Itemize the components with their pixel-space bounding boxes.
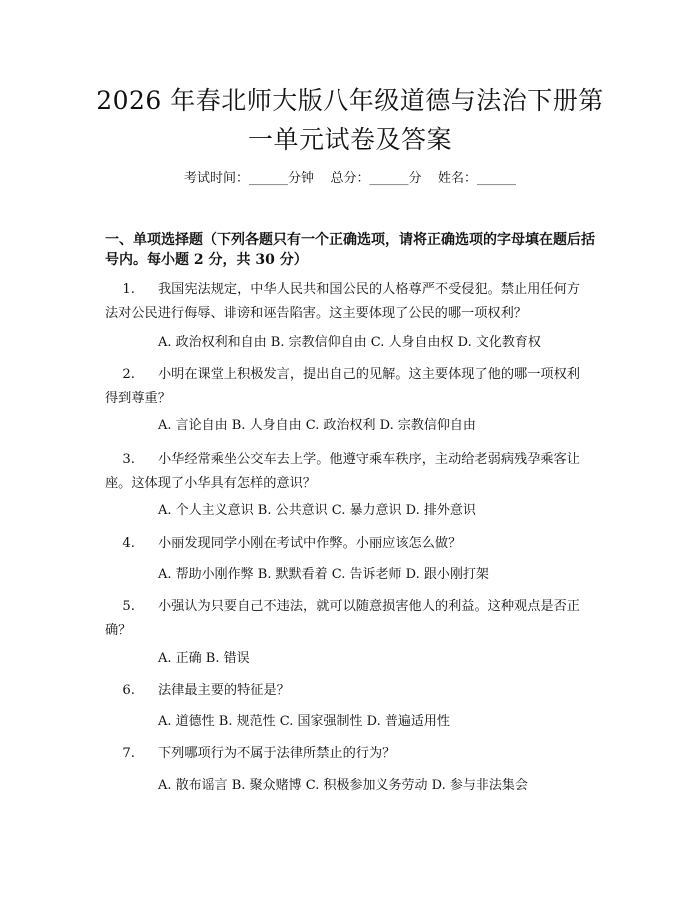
- question-3-options: A. 个人主义意识 B. 公共意识 C. 暴力意识 D. 排外意识: [158, 503, 476, 518]
- question-6: [105, 681, 625, 703]
- question-1-options: A. 政治权利和自由 B. 宗教信仰自由 C. 人身自由权 D. 文化教育权: [158, 335, 541, 350]
- question-1: [105, 280, 625, 324]
- question-stem-line-1: 小丽发现同学小刚在考试中作弊。小丽应该怎么做？: [158, 536, 462, 551]
- question-2: [105, 365, 625, 409]
- question-3: [105, 450, 625, 494]
- question-2-options: A. 言论自由 B. 人身自由 C. 政治权利 D. 宗教信仰自由: [158, 418, 476, 433]
- question-number: 4.: [122, 536, 135, 551]
- section-heading-line-1: 一、单项选择题（下列各题只有一个正确选项，请将正确选项的字母填在题后括: [105, 232, 595, 248]
- question-stem-line-1: 我国宪法规定，中华人民共和国公民的人格尊严不受侵犯。禁止用任何方: [158, 282, 580, 297]
- question-stem-line-1: 法律最主要的特征是？: [158, 683, 290, 698]
- section-heading-line-2: 号内。每小题 2 分，共 30 分）: [105, 252, 308, 268]
- question-stem-line-2: 确？: [105, 623, 132, 638]
- document-title-line-2: 一单元试卷及答案: [247, 125, 452, 154]
- question-number: 1.: [122, 282, 135, 297]
- question-4: [105, 534, 625, 556]
- question-stem-line-1: 小强认为只要自己不违法，就可以随意损害他人的利益。这种观点是否正: [158, 599, 580, 614]
- question-stem-line-1: 小明在课堂上积极发言，提出自己的见解。这主要体现了他的哪一项权利: [158, 367, 580, 382]
- question-number: 6.: [122, 683, 135, 698]
- question-4-options: A. 帮助小刚作弊 B. 默默看着 C. 告诉老师 D. 跟小刚打架: [158, 567, 489, 582]
- question-7-options: A. 散布谣言 B. 聚众赌博 C. 积极参加义务劳动 D. 参与非法集会: [158, 778, 528, 793]
- question-stem-line-2: 法对公民进行侮辱、诽谤和诬告陷害。这主要体现了公民的哪一项权利？: [105, 306, 527, 321]
- question-stem-line-2: 座。这体现了小华具有怎样的意识？: [105, 476, 316, 491]
- question-6-options: A. 道德性 B. 规范性 C. 国家强制性 D. 普遍适用性: [158, 714, 450, 729]
- question-number: 7.: [122, 746, 135, 761]
- question-number: 2.: [122, 367, 135, 382]
- question-5: [105, 597, 625, 641]
- question-7: [105, 744, 625, 766]
- question-stem-line-1: 小华经常乘坐公交车去上学。他遵守乘车秩序，主动给老弱病残孕乘客让: [158, 452, 580, 467]
- question-5-options: A. 正确 B. 错误: [158, 651, 250, 666]
- question-number: 5.: [122, 599, 135, 614]
- document-title-line-1: 2026 年春北师大版八年级道德与法治下册第: [96, 86, 604, 115]
- question-stem-line-2: 得到尊重？: [105, 391, 171, 406]
- question-stem-line-1: 下列哪项行为不属于法律所禁止的行为？: [158, 746, 396, 761]
- exam-info: 考试时间：______分钟 总分：______分 姓名：______: [183, 171, 517, 186]
- question-number: 3.: [122, 452, 135, 467]
